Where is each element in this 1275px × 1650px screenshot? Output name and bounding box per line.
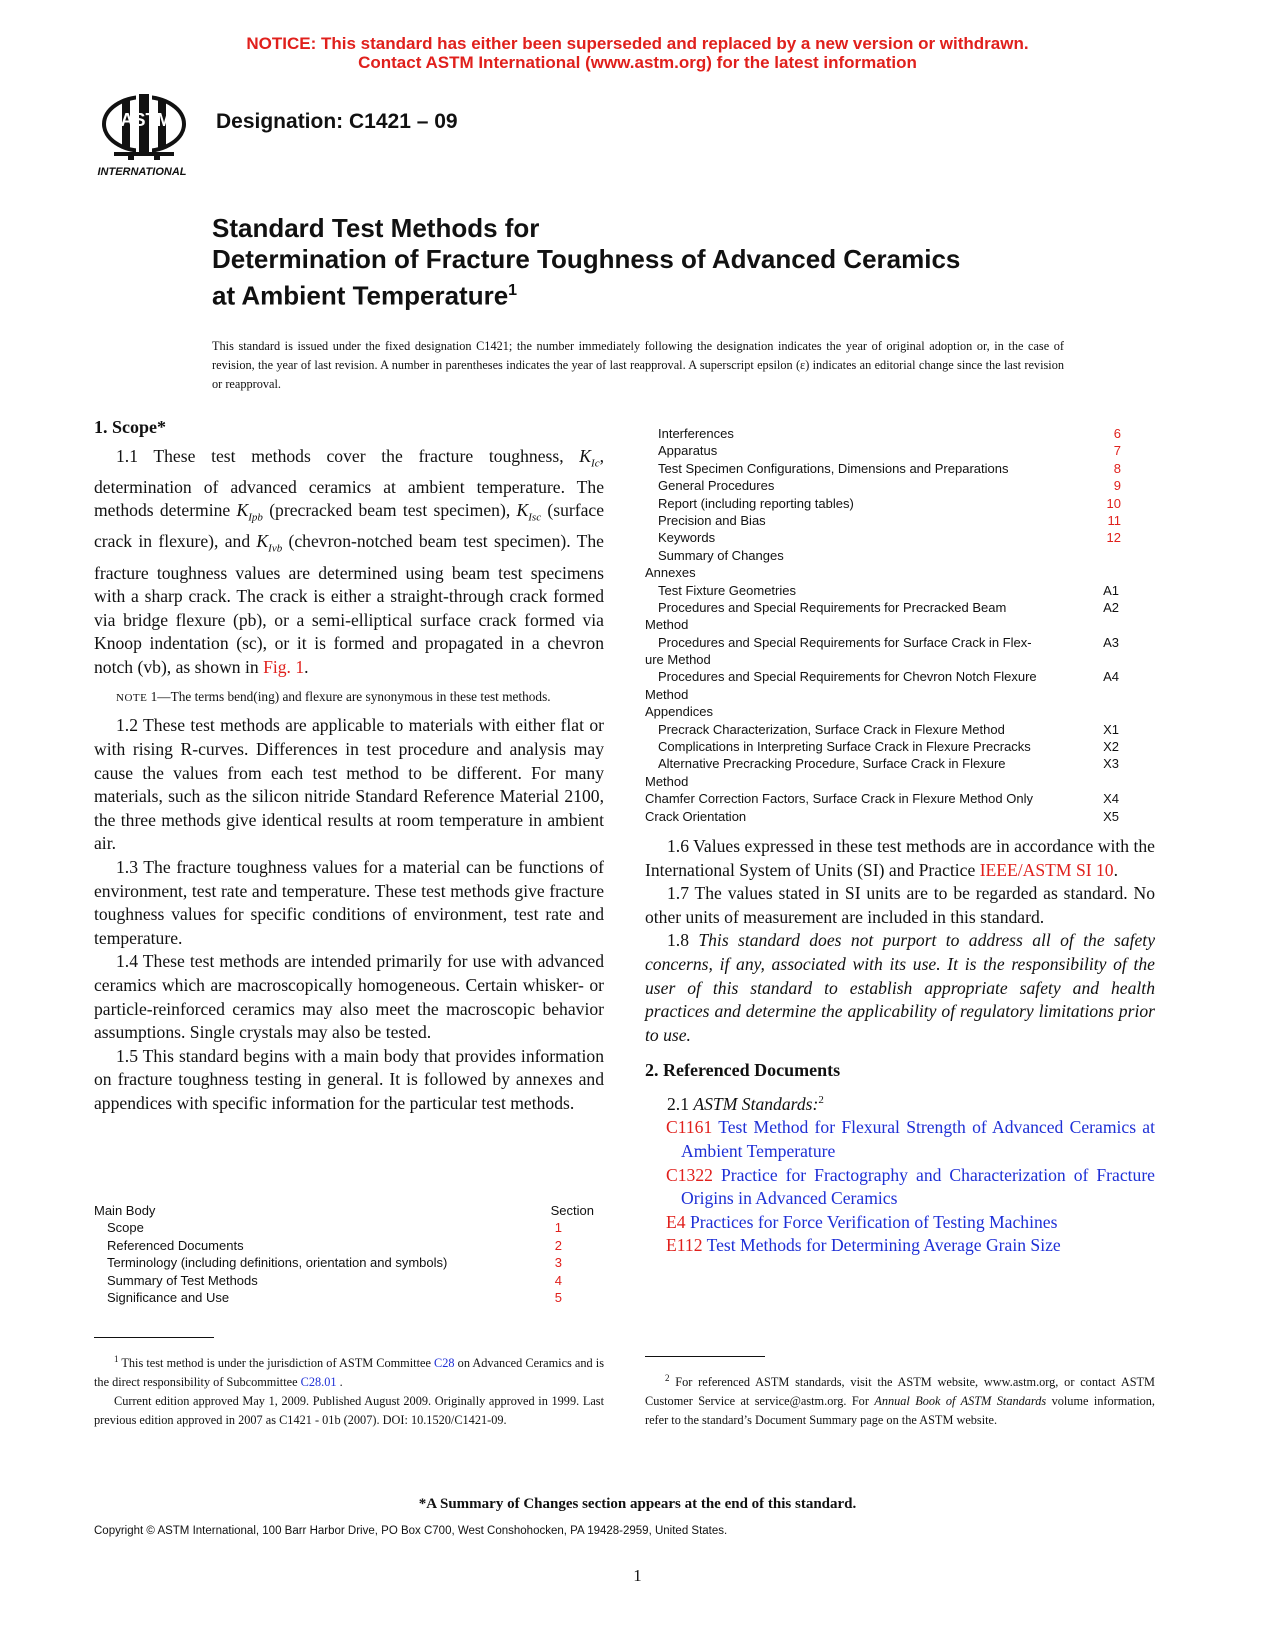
toc-annex-a1: Test Fixture Geometries A1 (658, 582, 1119, 598)
footnote-rule-left (94, 1337, 214, 1338)
toc-item: Test Specimen Configurations, Dimensions and Preparations 8 (658, 460, 1121, 476)
toc-header-row (94, 1202, 594, 1219)
footnote-rule-right (645, 1356, 765, 1357)
scope-para-1-5: 1.5 This standard begins with a main body that provides information on fracture toughness testing in general. It is followed by annexes and appendices with specific information for the particular test methods. (94, 1045, 604, 1113)
toc-appendix-x2: Complications in Interpreting Surface Crack in Flexure Precracks X2 (658, 739, 1119, 755)
toc-main-body (94, 1202, 594, 1306)
logo-letters: ASTM (120, 110, 172, 130)
fig-1-link[interactable]: Fig. 1 (263, 656, 305, 677)
toc-appendix-x3: Alternative Precracking Procedure, Surface Crack in Flexure X3 (658, 756, 1119, 772)
left-column (94, 416, 604, 1116)
issuance-statement: This standard is issued under the fixed designation C1421; the number immediately following the designation indicates the year of original adoption or, in the case of revision, the year of last revision. A number in parentheses indicates the year of last reapproval. A superscript epsilon (ε) indicates an editorial change since the last revision or reapproval. (212, 339, 1064, 391)
notice-line-1: NOTICE: This standard has either been superseded and replaced by a new version or withdrawn. (246, 34, 1029, 53)
toc-item: Significance and Use 5 (107, 1289, 562, 1305)
scope-para-1-3: 1.3 The fracture toughness values for a material can be functions of environment, test rate and temperature. These test methods give fracture toughness values for specific conditions of environment, test rate and temperature. (94, 857, 604, 948)
title-footnote-marker: 1 (508, 282, 518, 299)
toc-annexes-label: Annexes (645, 565, 696, 581)
toc-section-label: Section (550, 1203, 594, 1218)
page-number: 1 (633, 1566, 642, 1585)
scope-para-1-6: 1.6 Values expressed in these test methods are in accordance with the International System of Units (SI) and Practice IEEE/ASTM SI 10. (645, 836, 1155, 880)
toc-item: Terminology (including definitions, orientation and symbols) 3 (107, 1255, 562, 1271)
toc-item: Summary of Test Methods 4 (107, 1272, 562, 1288)
title-line-2: Determination of Fracture Toughness of Advanced Ceramics (212, 244, 961, 274)
scope-para-1-1: 1.1 These test methods cover the fracture toughness, $K_{Ic}$, determination of advanced ceramics at ambient temperature. The methods determine $K_{Ipb}$ (precracked beam test specimen), $K_{Isc}$ (surface crack in flexure), and $K_{Ivb}$ (chevron-notched beam test specimen). The fracture toughness values are determined using beam test specimens with a sharp crack. The crack is either a straight-through crack formed via bridge flexure (pb), or a semi-elliptical surface crack formed via Knoop indentation (sc), or it is formed and propagated in a chevron notch (vb), as shown in Fig. 1. (94, 445, 605, 677)
scope-heading: 1. Scope* (94, 417, 166, 437)
scope-para-1-8: 1.8 This standard does not purport to address all of the safety concerns, if any, associated with its use. It is the responsibility of the user of this standard to establish appropriate safety and health practices and determine the applicability of regulatory limitations prior to use. (645, 930, 1156, 1045)
title-line-3: at Ambient Temperature (212, 280, 509, 311)
right-column (645, 835, 1155, 1258)
reference-item[interactable]: C1161 Test Method for Flexural Strength of Advanced Ceramics at Ambient Temperature (666, 1117, 1155, 1161)
toc-item: Report (including reporting tables) 10 (658, 495, 1121, 511)
toc-item: Scope 1 (107, 1220, 562, 1236)
toc-item: Precision and Bias 11 (658, 512, 1121, 528)
designation: Designation: C1421 – 09 (216, 110, 458, 133)
summary-of-changes-note: *A Summary of Changes section appears at the end of this standard. (418, 1496, 857, 1512)
reference-item[interactable]: C1322 Practice for Fractography and Characterization of Fracture Origins in Advanced Ceramics (666, 1164, 1155, 1209)
footnote-1: $^1$ This test method is under the jurisdiction of ASTM Committee C28 on Advanced Ceramics and is the direct responsibility of Subcommittee C28.01 . Current edition approved May 1, 2009. Published August 2009. Originally approved in 1999. Last previous edition approved in 2007 as C1421 - 01b (2007). DOI: 10.1520/C1421-09. (94, 1354, 605, 1428)
scope-para-1-7: 1.7 The values stated in SI units are to be regarded as standard. No other units of measurement are included in this standard. (645, 883, 1155, 927)
footnote-2: $^2$ For referenced ASTM standards, visit the ASTM website, www.astm.org, or contact ASTM Customer Service at service@astm.org. For Annual Book of ASTM Standards volume information, refer to the standard’s Document Summary page on the ASTM website. (645, 1373, 1155, 1428)
astm-logo (92, 92, 200, 184)
toc-item: Apparatus 7 (658, 443, 1121, 459)
notice-line-2: Contact ASTM International (www.astm.org) for the latest information (358, 53, 917, 72)
toc-annex-a2: Procedures and Special Requirements for Precracked Beam A2 (658, 599, 1119, 615)
committee-c28-link[interactable]: C28 (434, 1356, 455, 1371)
reference-item[interactable]: E112 Test Methods for Determining Average Grain Size (666, 1235, 1061, 1256)
withdrawal-notice (0, 34, 1275, 72)
toc-item: Referenced Documents 2 (107, 1237, 562, 1253)
toc-item: General Procedures 9 (658, 478, 1121, 494)
logo-label: INTERNATIONAL (97, 166, 187, 178)
toc-item: Summary of Changes (658, 547, 784, 563)
toc-main-body-label: Main Body (94, 1203, 156, 1218)
document-title (212, 213, 1112, 312)
copyright: Copyright © ASTM International, 100 Barr Harbor Drive, PO Box C700, West Conshohocken, PA 19428-2959, United States. (94, 1525, 728, 1537)
title-line-1: Standard Test Methods for (212, 213, 540, 243)
toc-appendix-x5: Crack Orientation X5 (645, 808, 1119, 824)
note-1: NOTE 1—The terms bend(ing) and flexure are synonymous in these test methods. (116, 689, 551, 705)
toc-appendix-x4: Chamfer Correction Factors, Surface Crack in Flexure Method Only X4 (645, 791, 1119, 807)
scope-para-1-4: 1.4 These test methods are intended primarily for use with advanced ceramics which are macroscopically homogeneous. Certain whisker- or particle-reinforced ceramics may also meet the macroscopic behavior assumptions. Single crystals may also be tested. (94, 951, 604, 1043)
toc-continued: Interferences 6 Apparatus 7 Test Specimen Configurations, Dimensions and Preparations 8 General Procedures 9 Report (including reporting tables) 10 Precision and Bias 11 Keywords 12 Summary of Changes Annexes Test Fixture Geometries A1 Procedures and Special Requirements for Precracked Beam A2 Method Procedures and Special Requirements for Surface Crack in Flex- A3 ure Method Procedures and Special Requirements for Chevron Notch Flexure A4 Method Appendices Precrack Characterization, Surface Crack in Flexure Method X1 Complications in Interpreting Surface Crack in Flexure Precracks X2 Alternative Precracking Procedure, Surface Crack in Flexure X3 Method Chamfer Correction Factors, Surface Crack in Flexure Method Only X4 Crack Orientation X5 (645, 425, 1135, 825)
reference-item[interactable]: E4 Practices for Force Verification of Testing Machines (666, 1211, 1058, 1232)
toc-appendices-label: Appendices (645, 704, 713, 720)
toc-appendix-x1: Precrack Characterization, Surface Crack in Flexure Method X1 (658, 721, 1119, 737)
subcommittee-c28-01-link[interactable]: C28.01 (300, 1375, 337, 1390)
toc-item: Keywords 12 (658, 530, 1121, 546)
astm-standards-line: 2.1 ASTM Standards:$^2$ (667, 1093, 824, 1114)
toc-item: Interferences 6 (658, 426, 1121, 441)
scope-para-1-2: 1.2 These test methods are applicable to materials with either flat or with rising R-curves. Differences in test procedure and analysis may cause the values from each test method to be different. For many materials, such as the silicon nitride Standard Reference Material 2100, the three methods give identical results at room temperature in ambient air. (94, 715, 604, 854)
toc-annex-a4: Procedures and Special Requirements for Chevron Notch Flexure A4 (658, 669, 1119, 685)
toc-annex-a3: Procedures and Special Requirements for Surface Crack in Flex- A3 (658, 634, 1119, 650)
referenced-documents-heading: 2. Referenced Documents (645, 1060, 841, 1081)
ieee-si10-link[interactable]: IEEE/ASTM SI 10 (979, 859, 1114, 880)
